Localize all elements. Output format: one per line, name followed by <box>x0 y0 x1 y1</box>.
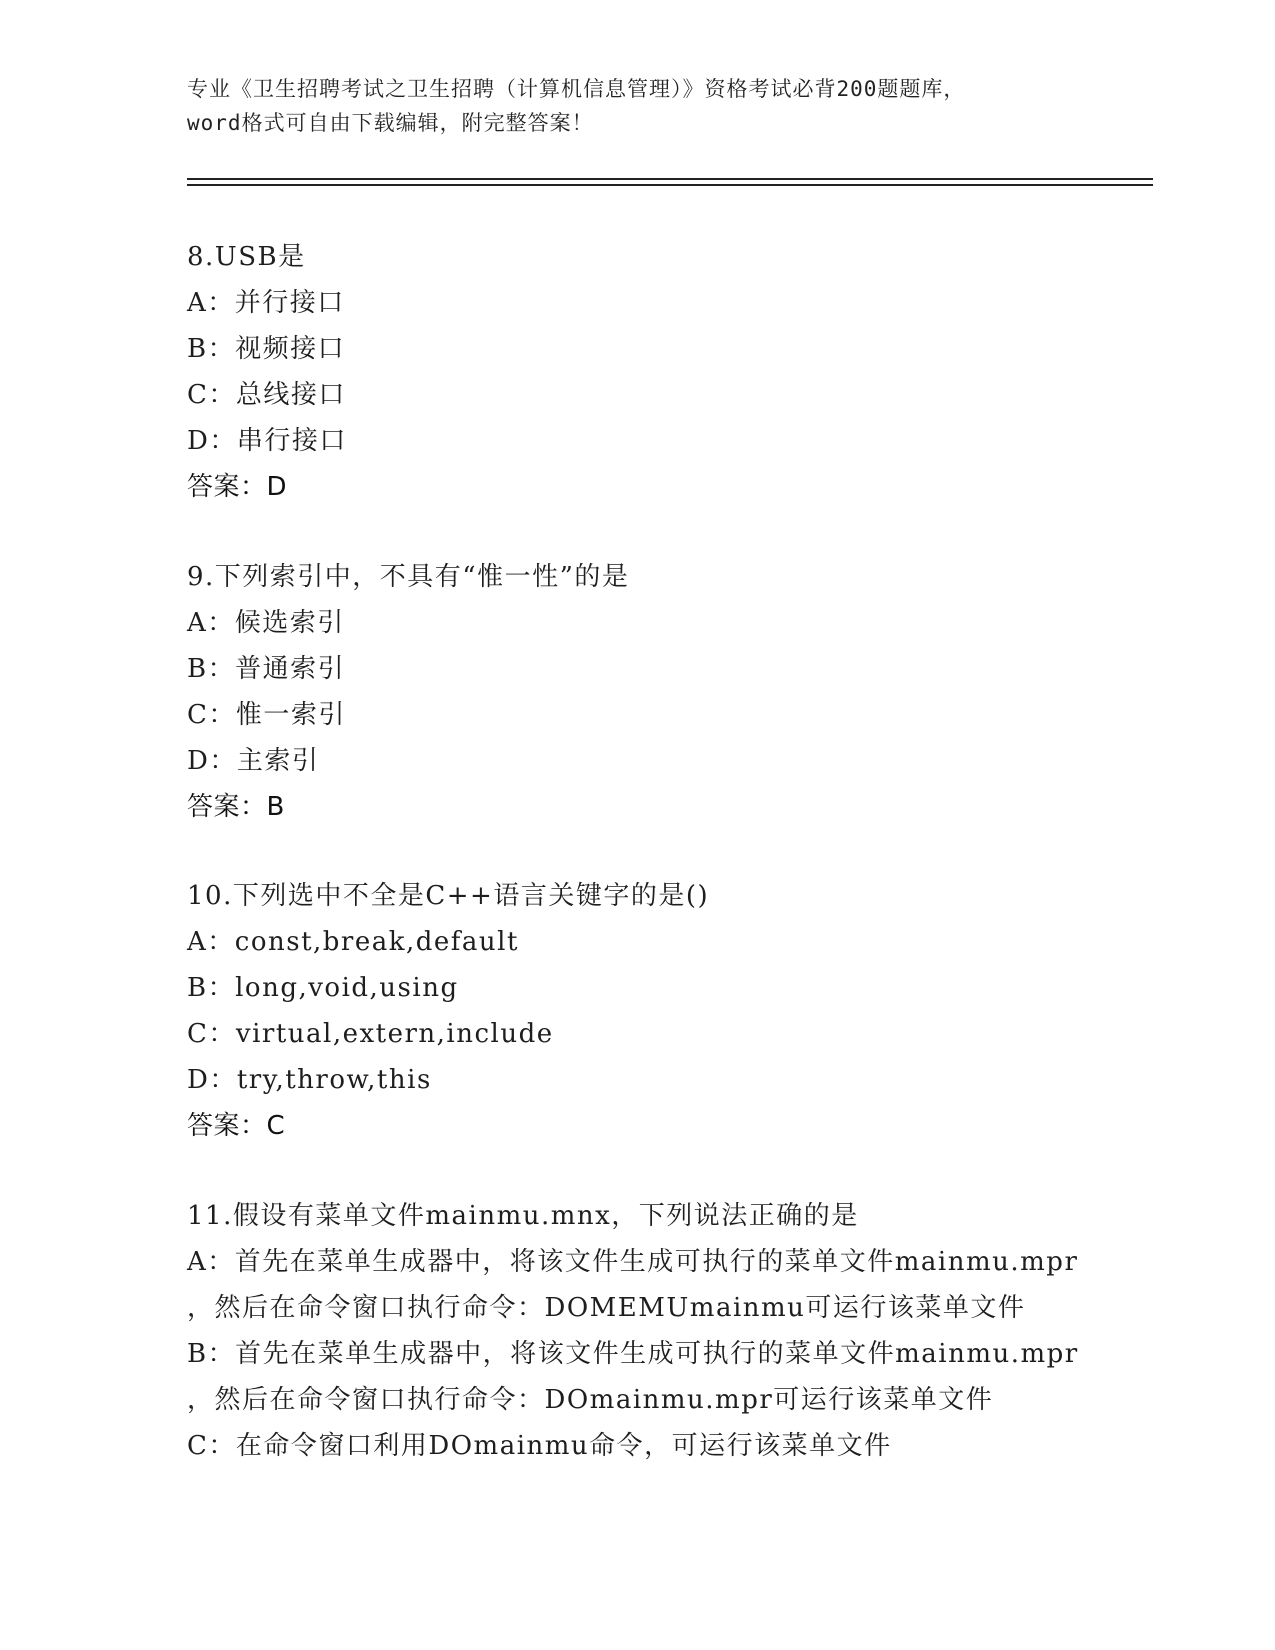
answer: 答案：C <box>187 1111 286 1141</box>
option-b-continued: ，然后在命令窗口执行命令：DOmainmu.mpr可运行该菜单文件 <box>187 1385 994 1415</box>
option-c: C：总线接口 <box>187 380 346 410</box>
question-11 <box>187 1193 1127 1469</box>
question-stem: 11.假设有菜单文件mainmu.mnx，下列说法正确的是 <box>187 1201 859 1231</box>
option-b: B：long,void,using <box>187 973 459 1003</box>
option-c: C：惟一索引 <box>187 700 346 730</box>
question-9 <box>187 554 1127 830</box>
header-line-1: 专业《卫生招聘考试之卫生招聘（计算机信息管理）》资格考试必背200题题库， <box>187 77 966 101</box>
question-stem: 9.下列索引中，不具有“惟一性”的是 <box>187 562 630 592</box>
answer: 答案：B <box>187 792 285 822</box>
option-c: C：在命令窗口利用DOmainmu命令，可运行该菜单文件 <box>187 1431 892 1461</box>
question-8 <box>187 234 1127 510</box>
question-stem: 10.下列选中不全是C++语言关键字的是() <box>187 881 710 911</box>
option-a-continued: ，然后在命令窗口执行命令：DOMEMUmainmu可运行该菜单文件 <box>187 1293 1026 1323</box>
option-d: D：串行接口 <box>187 426 347 456</box>
header-divider-top <box>187 178 1153 180</box>
header-divider-bottom <box>187 184 1153 186</box>
option-b: B：视频接口 <box>187 334 346 364</box>
option-b: B：首先在菜单生成器中，将该文件生成可执行的菜单文件mainmu.mpr <box>187 1339 1079 1369</box>
question-stem: 8.USB是 <box>187 242 306 272</box>
header-line-2: word格式可自由下载编辑，附完整答案！ <box>187 111 594 135</box>
answer: 答案：D <box>187 472 288 502</box>
option-a: A：首先在菜单生成器中，将该文件生成可执行的菜单文件mainmu.mpr <box>187 1247 1079 1277</box>
option-a: A：const,break,default <box>187 927 519 957</box>
option-a: A：并行接口 <box>187 288 345 318</box>
option-d: D：主索引 <box>187 746 320 776</box>
question-10 <box>187 873 1127 1149</box>
option-b: B：普通索引 <box>187 654 346 684</box>
option-c: C：virtual,extern,include <box>187 1019 554 1049</box>
option-a: A：候选索引 <box>187 608 345 638</box>
document-header <box>187 72 1087 140</box>
option-d: D：try,throw,this <box>187 1065 432 1095</box>
